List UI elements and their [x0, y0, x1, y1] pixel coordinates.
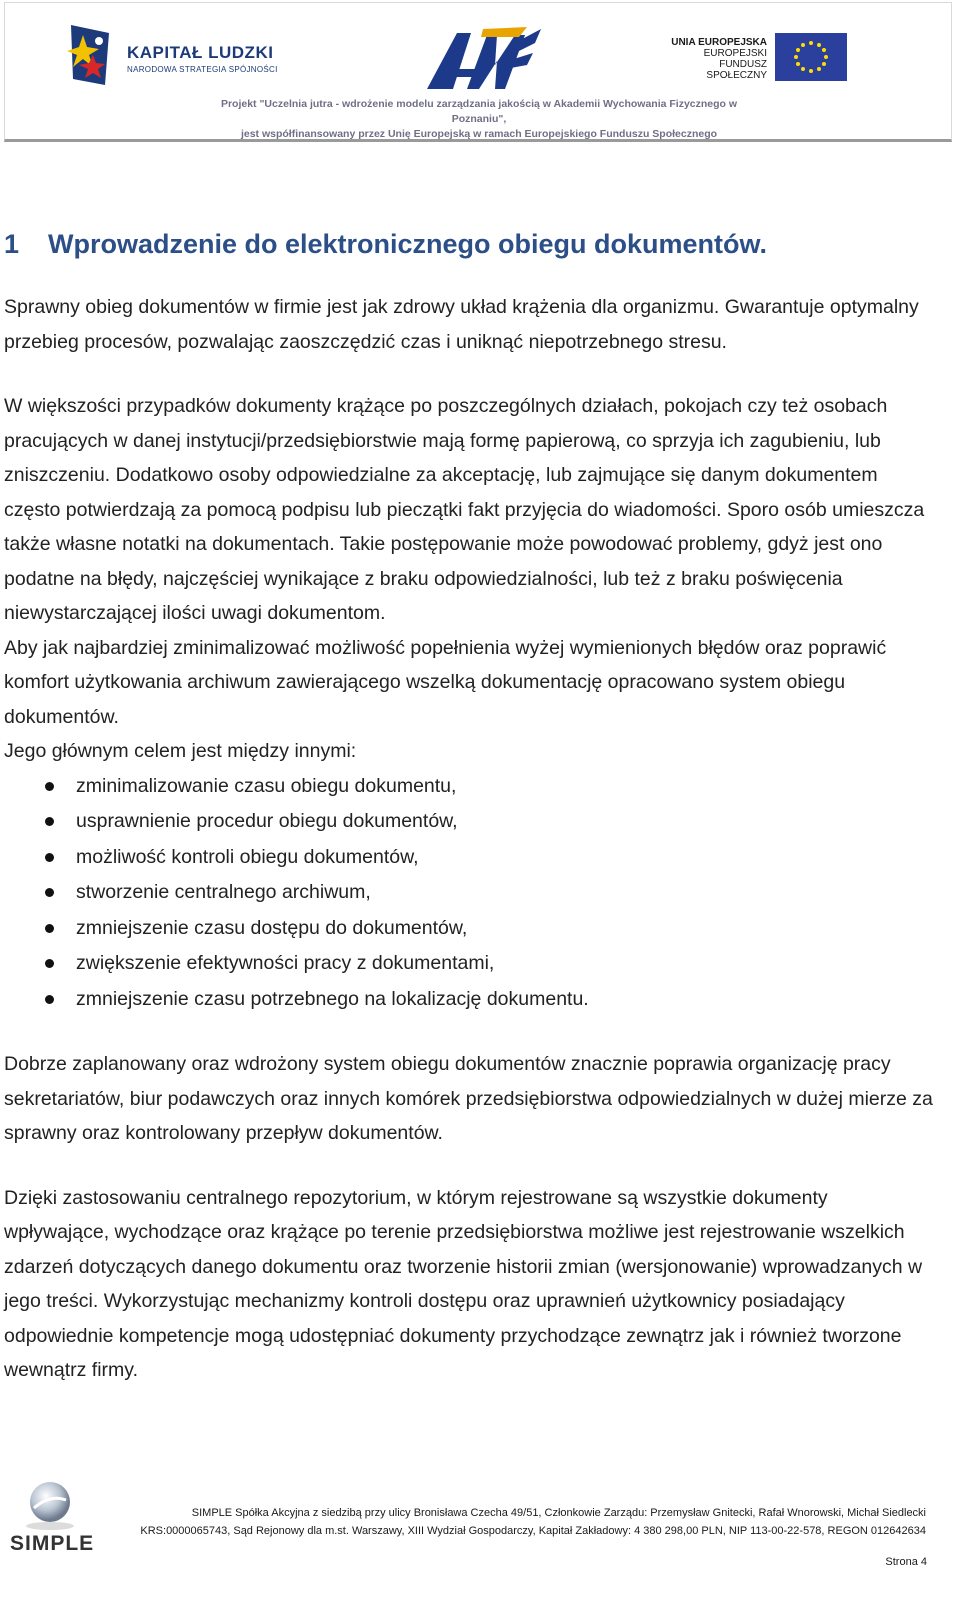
simple-logo — [4, 1478, 120, 1560]
bullet-icon — [45, 888, 54, 897]
eu-line-3: FUNDUSZ SPOŁECZNY — [706, 59, 767, 81]
kapital-ludzki-title: KAPITAŁ LUDZKI — [127, 43, 274, 62]
list-item-text: możliwość kontroli obiegu dokumentów, — [76, 845, 419, 868]
page-number: Strona 4 — [885, 1556, 927, 1568]
section-heading — [4, 222, 934, 266]
bullet-icon — [45, 853, 54, 862]
company-info-line-2: KRS:0000065743, Sąd Rejonowy dla m.st. Warszawy, XIII Wydział Gospodarczy, Kapitał Zakładowy: 4 380 298,00 PLN, NIP 113-00-22-578, REGON 012642634 — [140, 1525, 926, 1537]
goals-list — [4, 769, 934, 1018]
awf-logo-icon — [423, 25, 543, 95]
section-title: Wprowadzenie do elektronicznego obiegu dokumentów. — [48, 229, 768, 259]
company-info-line-1: SIMPLE Spółka Akcyjna z siedzibą przy ulicy Bronisława Czecha 49/51, Członkowie Zarządu: Przemysław Gnitecki, Rafał Wnorowski, Michał Siedlecki — [191, 1507, 926, 1519]
list-item — [4, 875, 934, 911]
eu-logo — [667, 33, 877, 88]
list-item — [4, 769, 934, 805]
bullet-icon — [45, 782, 54, 791]
eu-line-1: UNIA EUROPEJSKA — [671, 37, 767, 48]
kapital-ludzki-subtitle: NARODOWA STRATEGIA SPÓJNOŚCI — [127, 65, 278, 74]
list-item-text: zminimalizowanie czasu obiegu dokumentu, — [76, 774, 457, 797]
paragraph-4: Jego głównym celem jest między innymi: — [4, 740, 357, 762]
bullet-icon — [45, 995, 54, 1004]
list-item-text: stworzenie centralnego archiwum, — [76, 881, 371, 903]
bullet-icon — [45, 924, 54, 933]
section-number: 1 — [4, 229, 20, 259]
list-item-text: zmniejszenie czasu potrzebnego na lokalizację dokumentu. — [76, 987, 589, 1010]
list-item-text: zwiększenie efektywności pracy z dokumentami, — [76, 952, 495, 974]
list-item — [4, 946, 934, 982]
project-line-1: Projekt "Uczelnia jutra - wdrożenie modelu zarządzania jakością w Akademii Wychowania Fizycznego w Poznaniu", — [220, 98, 738, 125]
paragraph-6: Dzięki zastosowaniu centralnego repozytorium, w którym rejestrowane są wszystkie dokumenty wpływające, wychodzące oraz krążące po terenie przedsiębiorstwa możliwe jest rejestrowanie wszelkich zdarzeń dotyczących danego dokumentu oraz tworzenie historii zmian (wersjonowanie) wprowadzanych w jego treści. Wykorzystując mechanizmy kontroli dostępu oraz uprawnień użytkownicy posiadający odpowiednie kompetencje mogą udostępniać dokumenty przychodzące zewnątrz jak i również tworzone wewnątrz firmy. — [4, 1186, 923, 1381]
paragraph-1: Sprawny obieg dokumentów w firmie jest jak zdrowy układ krążenia dla organizmu. Gwarantuje optymalny przebieg procesów, pozwalając zaoszczędzić czas i uniknąć niepotrzebnego stresu. — [4, 296, 919, 353]
list-item — [4, 982, 934, 1018]
list-item — [4, 840, 934, 876]
company-info — [140, 1504, 926, 1540]
awf-logo — [423, 25, 543, 95]
page-header — [4, 2, 952, 142]
list-item-text: zmniejszenie czasu dostępu do dokumentów, — [76, 916, 468, 939]
document-body — [4, 222, 934, 1388]
kapital-ludzki-emblem-icon — [65, 21, 121, 91]
paragraph-5: Dobrze zaplanowany oraz wdrożony system obiegu dokumentów znacznie poprawia organizację pracy sekretariatów, biur podawczych oraz innych komórek przedsiębiorstwa odpowiedzialnych w dużej mierze za sprawny oraz kontrolowany przepływ dokumentów. — [4, 1053, 933, 1144]
kapital-ludzki-logo — [65, 21, 295, 91]
list-item — [4, 911, 934, 947]
page-footer — [0, 1476, 960, 1616]
project-funding-note — [219, 97, 739, 142]
paragraph-3: Aby jak najbardziej zminimalizować możliwość popełnienia wyżej wymienionych błędów oraz poprawić komfort użytkowania archiwum zawierającego wszelką dokumentację opracowano system obiegu dokumentów. — [4, 636, 887, 728]
bullet-icon — [45, 817, 54, 826]
paragraph-2: W większości przypadków dokumenty krążące po poszczególnych działach, pokojach czy też osobach pracujących w danej instytucji/przedsiębiorstwie mają formę papierową, co sprzyja ich zagubieniu, lub zniszczeniu. Dodatkowo osoby odpowiedzialne za akceptację, lub zajmujące się danym dokumentem często potwierdzają za pomocą podpisu lub pieczątki fakt przyjęcia do wiadomości. Sporo osób umieszcza także własne notatki na dokumentach. Takie postępowanie może powodować problemy, gdyż jest ono podatne na błędy, najczęściej wynikające z braku odpowiedzialności, lub też z braku poświęcenia niewystarczającej ilości uwagi dokumentom. — [4, 395, 925, 624]
simple-logo-text: SIMPLE — [10, 1532, 95, 1555]
list-item-text: usprawnienie procedur obiegu dokumentów, — [76, 810, 458, 832]
simple-globe-icon — [4, 1478, 120, 1534]
project-line-2: jest współfinansowany przez Unię Europejską w ramach Europejskiego Funduszu Społecznego — [240, 128, 718, 140]
list-item — [4, 804, 934, 840]
eu-line-2: EUROPEJSKI — [703, 48, 767, 59]
bullet-icon — [45, 959, 54, 968]
eu-flag-icon — [775, 33, 847, 81]
